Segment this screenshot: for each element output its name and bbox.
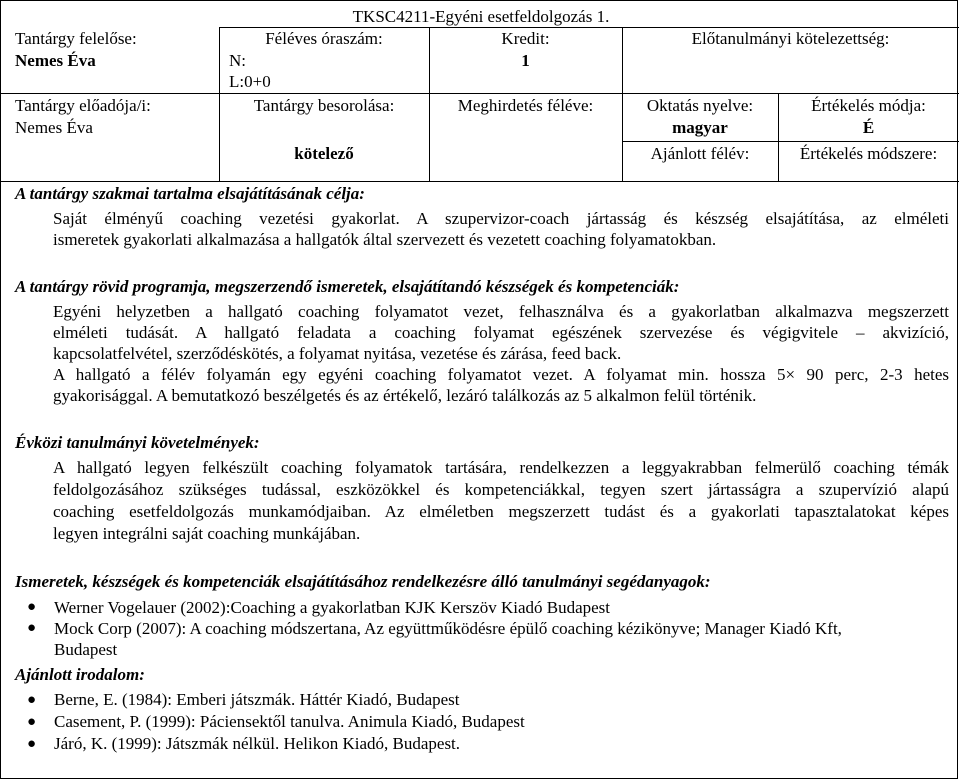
evaluation-label: Értékelés módja:: [811, 96, 926, 115]
literature-text: Járó, K. (1999): Játszmák nélkül. Helikon Kiadó, Budapest.: [54, 734, 461, 753]
program-line: gyakorisággal. A bemutatkozó beszélgetés és az értékelő, lezáró találkozás az 5 alkalmon felül történik.: [53, 386, 757, 405]
responsible-label: Tantárgy felelőse:: [15, 29, 137, 48]
program-heading: A tantárgy rövid programja, megszerzendő ismeretek, elsajátítandó készségek és kompetenciák:: [15, 277, 680, 296]
classification-label: Tantárgy besorolása:: [253, 96, 395, 115]
program-line: kapcsolatfelvétel, szerződéskötés, a folyamat nyitása, vezetése és zárása, feed back.: [53, 344, 622, 363]
goal-text: [53, 208, 949, 250]
language-label: Oktatás nyelve:: [646, 96, 754, 115]
evaluation-value: É: [862, 118, 875, 137]
classification-value: kötelező: [294, 144, 354, 163]
lecturer-name: Nemes Éva: [15, 118, 93, 137]
requirements-line: A hallgató legyen felkészült coaching folyamatok tartására, rendelkezzen a leggyakrabban felmerülő coaching témák: [53, 458, 949, 477]
bullet-icon: ●: [27, 620, 37, 636]
hours-n: N:: [229, 51, 246, 70]
requirements-line: coaching esetfeldolgozás munkamódjaiban. Az elméletben megszerzett tudást és a gyakorlati tapasztalatokat képes: [53, 502, 949, 521]
materials-heading: Ismeretek, készségek és kompetenciák elsajátításához rendelkezésre álló tanulmányi segédanyagok:: [15, 572, 711, 591]
material-text: Mock Corp (2007): A coaching módszertana, Az együttműködésre épülő coaching kézikönyve; Manager Kiadó Kft,: [54, 619, 842, 638]
literature-list: [19, 689, 525, 755]
credit-value: 1: [521, 51, 530, 70]
goal-heading: A tantárgy szakmai tartalma elsajátításának célja:: [15, 184, 365, 203]
course-code-title: TKSC4211-Egyéni esetfeldolgozás 1.: [352, 7, 610, 26]
hours-label: Féléves óraszám:: [265, 29, 383, 48]
requirements-line: legyen integrálni saját coaching munkájában.: [53, 524, 361, 543]
lecturer-label: Tantárgy előadója/i:: [15, 96, 151, 115]
list-item: [19, 689, 525, 711]
list-item: [19, 733, 525, 755]
program-text: [53, 301, 949, 406]
program-line: Egyéni helyzetben a hallgató coaching folyamatot vezet, felhasználva és a gyakorlatban alkalmazva megszerzett: [53, 302, 949, 321]
goal-line: ismeretek gyakorlati alkalmazása a hallgatók által szervezett és vezetett coaching folyamatokban.: [53, 230, 717, 249]
materials-list: [19, 597, 842, 660]
language-value: magyar: [672, 118, 728, 137]
list-item: [19, 618, 842, 660]
bullet-icon: ●: [27, 599, 37, 615]
bullet-icon: ●: [27, 714, 37, 730]
requirements-text: [53, 457, 949, 545]
credit-label: Kredit:: [501, 29, 550, 48]
grid-line: [1, 93, 959, 94]
requirements-heading: Évközi tanulmányi követelmények:: [15, 433, 260, 452]
evaluation-method-label: Értékelés módszere:: [799, 144, 938, 163]
responsible-name: Nemes Éva: [15, 51, 96, 70]
material-text: Budapest: [54, 640, 118, 659]
list-item: [19, 597, 842, 618]
literature-heading: Ajánlott irodalom:: [15, 665, 145, 684]
program-line: A hallgató a félév folyamán egy egyéni coaching folyamatot vezet. A folyamat min. hossza 5× 90 perc, 2-3 hetes: [53, 365, 949, 384]
program-line: elméleti tudását. A hallgató feladata a coaching folyamat egészének szervezése és végigvitele – akvizíció,: [53, 323, 949, 342]
requirements-line: feldolgozásához szükséges tudással, eszközökkel és kompetenciákkal, tegyen szert jártasságra a szupervízió alapú: [53, 480, 949, 499]
grid-line: [1, 181, 959, 182]
prereq-label: Előtanulmányi kötelezettség:: [691, 29, 890, 48]
material-text: Werner Vogelauer (2002):Coaching a gyakorlatban KJK Kerszöv Kiadó Budapest: [54, 598, 611, 617]
grid-line: [219, 27, 959, 28]
hours-l: L:0+0: [229, 72, 271, 91]
bullet-icon: ●: [27, 692, 37, 708]
list-item: [19, 711, 525, 733]
literature-text: Berne, E. (1984): Emberi játszmák. Háttér Kiadó, Budapest: [54, 690, 460, 709]
grid-line: [778, 141, 959, 142]
semester-label: Meghirdetés féléve:: [457, 96, 594, 115]
literature-text: Casement, P. (1999): Páciensektől tanulva. Animula Kiadó, Budapest: [54, 712, 525, 731]
goal-line: Saját élményű coaching vezetési gyakorlat. A szupervizor-coach jártasság és készség elsajátítása, az elméleti: [53, 209, 949, 228]
grid-line: [622, 141, 778, 142]
recommended-semester-label: Ajánlott félév:: [650, 144, 750, 163]
bullet-icon: ●: [27, 736, 37, 752]
